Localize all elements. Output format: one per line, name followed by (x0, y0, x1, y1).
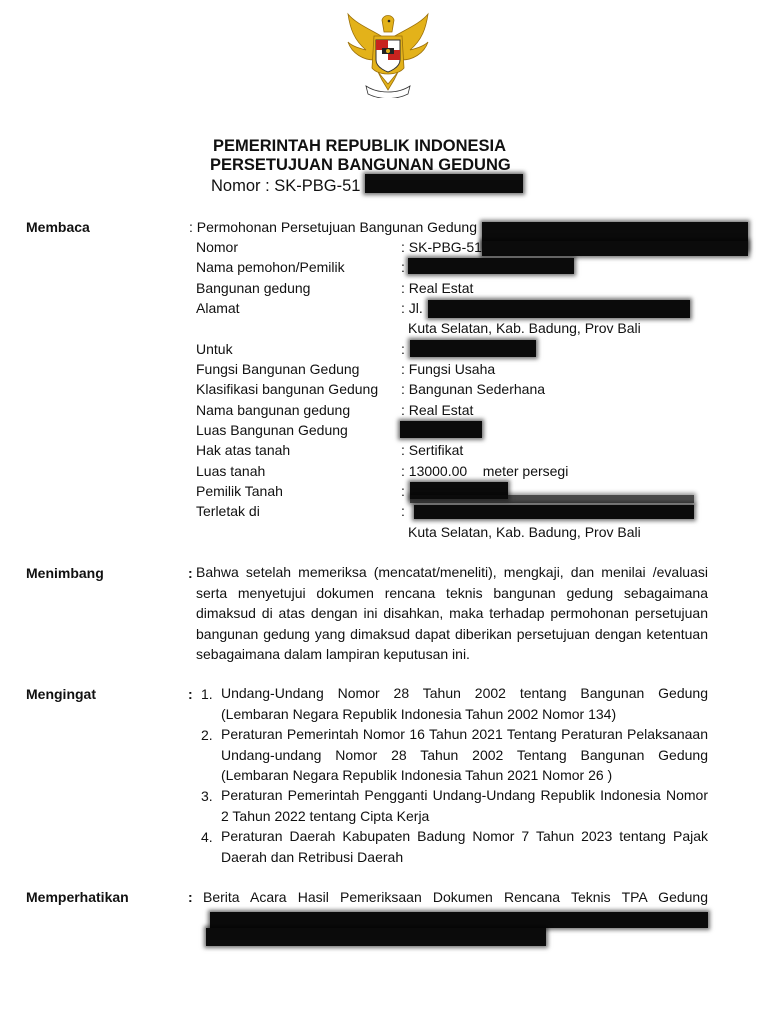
field-label: Terletak di (196, 503, 260, 519)
field-value-continued: Kuta Selatan, Kab. Badung, Prov Bali (408, 524, 641, 540)
list-item: Peraturan Daerah Kabupaten Badung Nomor 7 Tahun 2023 tentang Pajak Daerah dan Retribusi Daerah (221, 828, 708, 865)
membaca-intro: : Permohonan Persetujuan Bangunan Gedung (189, 219, 477, 235)
list-item-number: 4. (201, 829, 213, 845)
field-label: Hak atas tanah (196, 442, 291, 458)
menimbang-paragraph: Bahwa setelah memeriksa (mencatat/meneliti), mengkaji, dan menilai /evaluasi serta menyetujui dokumen rencana teknis bangunan gedung sebagaimana dimaksud di atas dengan ini disahkan, maka terhadap permohonan persetujuan bangunan gedung yang dimaksud dapat diberikan persetujuan dengan ketentuan sebagaimana dalam lampiran keputusan ini. (196, 564, 708, 662)
field-value: : (401, 259, 405, 275)
section-label-mengingat: Mengingat (26, 686, 96, 702)
redaction-block (428, 300, 690, 318)
section-colon: : (188, 565, 193, 581)
garuda-emblem-icon (342, 10, 434, 98)
section-label-menimbang: Menimbang (26, 565, 104, 581)
list-item-number: 3. (201, 788, 213, 804)
section-colon: : (188, 686, 193, 702)
redaction-block (414, 505, 694, 519)
section-label-memperhatikan: Memperhatikan (26, 889, 129, 905)
redaction-block (408, 258, 574, 274)
field-value: : 13000.00 meter persegi (401, 463, 569, 479)
field-value: : Sertifikat (401, 442, 464, 458)
redaction-block (482, 241, 748, 256)
field-value: : Real Estat (401, 402, 474, 418)
redaction-block (400, 421, 482, 438)
field-value: : Fungsi Usaha (401, 361, 496, 377)
field-value: : (401, 503, 405, 519)
field-value: : Jl. (401, 300, 423, 316)
field-value: : Bangunan Sederhana (401, 381, 546, 397)
list-item: Peraturan Pemerintah Pengganti Undang-Undang Republik Indonesia Nomor 2 Tahun 2022 tentang Cipta Kerja (221, 787, 708, 824)
field-label: Luas tanah (196, 463, 266, 479)
redaction-block (206, 928, 546, 946)
section-label-membaca: Membaca (26, 219, 90, 235)
header-title-line1: PEMERINTAH REPUBLIK INDONESIA (213, 137, 507, 155)
field-label: Luas Bangunan Gedung (196, 422, 348, 438)
field-label: Bangunan gedung (196, 280, 311, 296)
field-label: Nomor (196, 239, 239, 255)
list-item-number: 1. (201, 686, 213, 702)
field-label: Nama pemohon/Pemilik (196, 259, 345, 275)
redaction-block (365, 174, 523, 193)
field-value: : SK-PBG-51 (401, 239, 482, 255)
section-colon: : (188, 889, 193, 905)
redaction-block (210, 912, 708, 928)
list-item: Peraturan Pemerintah Nomor 16 Tahun 2021 Tentang Peraturan Pelaksanaan Undang-undang Nomor 28 Tahun 2002 Tentang Bangunan Gedung (Lembaran Negara Republik Indonesia Tahun 2021 Nomor 26 ) (221, 726, 708, 783)
header-nomor: Nomor : SK-PBG-51 (211, 177, 361, 195)
field-label: Alamat (196, 300, 240, 316)
list-item-number: 2. (201, 727, 213, 743)
field-label: Klasifikasi bangunan Gedung (196, 381, 379, 397)
field-label: Pemilik Tanah (196, 483, 283, 499)
field-value: : Real Estat (401, 280, 474, 296)
memperhatikan-text: Berita Acara Hasil Pemeriksaan Dokumen Rencana Teknis TPA Gedung (203, 889, 708, 905)
redaction-block (410, 340, 536, 357)
field-value: : (401, 341, 405, 357)
field-label: Untuk (196, 341, 233, 357)
redaction-block (410, 495, 694, 503)
field-value: : (401, 483, 405, 499)
field-label: Fungsi Bangunan Gedung (196, 361, 360, 377)
field-label: Nama bangunan gedung (196, 402, 351, 418)
list-item: Undang-Undang Nomor 28 Tahun 2002 tentang Bangunan Gedung (Lembaran Negara Republik Indonesia Tahun 2002 Nomor 134) (221, 685, 708, 722)
field-value-continued: Kuta Selatan, Kab. Badung, Prov Bali (408, 320, 641, 336)
header-title-line2: PERSETUJUAN BANGUNAN GEDUNG (210, 156, 511, 174)
